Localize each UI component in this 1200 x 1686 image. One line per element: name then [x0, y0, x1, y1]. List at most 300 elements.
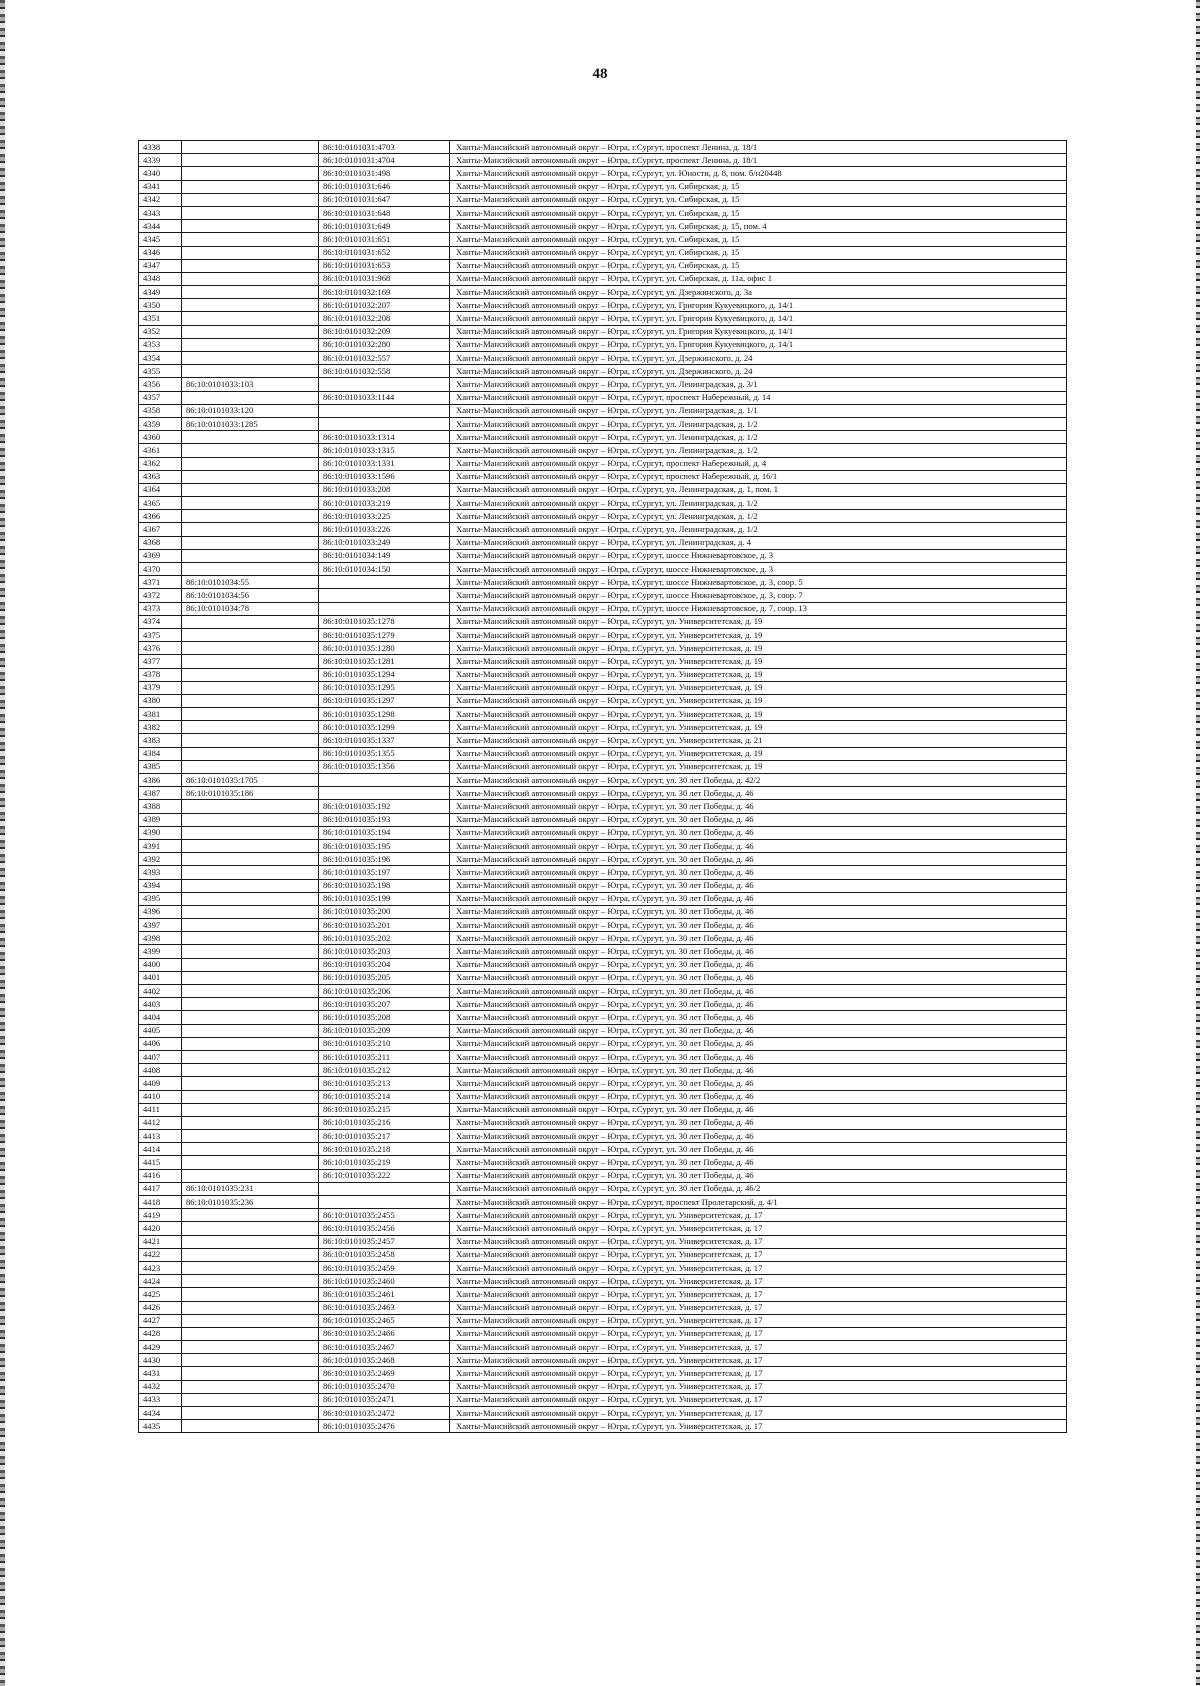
row-number: 4426: [139, 1301, 182, 1314]
land-cadastral-number: [182, 681, 319, 694]
row-number: 4361: [139, 444, 182, 457]
address: Ханты-Мансийский автономный округ – Югра, г.Сургут, ул. 30 лет Победы, д. 46: [450, 839, 1067, 852]
address: Ханты-Мансийский автономный округ – Югра, г.Сургут, ул. Университетская, д. 17: [450, 1327, 1067, 1340]
row-number: 4357: [139, 391, 182, 404]
land-cadastral-number: [182, 998, 319, 1011]
table-row: [139, 892, 1067, 905]
table-row: [139, 721, 1067, 734]
row-number: 4370: [139, 563, 182, 576]
land-cadastral-number: [182, 325, 319, 338]
address: Ханты-Мансийский автономный округ – Югра, г.Сургут, ул. Университетская, д. 19: [450, 628, 1067, 641]
address: Ханты-Мансийский автономный округ – Югра, г.Сургут, ул. Сибирская, д. 15: [450, 233, 1067, 246]
table-row: [139, 1235, 1067, 1248]
table-row: [139, 1156, 1067, 1169]
address: Ханты-Мансийский автономный округ – Югра, г.Сургут, ул. Григория Кукуевицкого, д. 14/1: [450, 299, 1067, 312]
building-cadastral-number: 86:10:0101033:219: [319, 497, 450, 510]
row-number: 4418: [139, 1196, 182, 1209]
table-row: [139, 1103, 1067, 1116]
building-cadastral-number: [319, 1182, 450, 1195]
table-row: [139, 1169, 1067, 1182]
building-cadastral-number: 86:10:0101035:208: [319, 1011, 450, 1024]
row-number: 4431: [139, 1367, 182, 1380]
address: Ханты-Мансийский автономный округ – Югра, г.Сургут, ул. 30 лет Победы, д. 46: [450, 787, 1067, 800]
row-number: 4398: [139, 932, 182, 945]
building-cadastral-number: 86:10:0101035:193: [319, 813, 450, 826]
address: Ханты-Мансийский автономный округ – Югра, г.Сургут, ул. Григория Кукуевицкого, д. 14/1: [450, 325, 1067, 338]
building-cadastral-number: 86:10:0101035:219: [319, 1156, 450, 1169]
land-cadastral-number: [182, 628, 319, 641]
property-register-table: [138, 140, 1067, 1433]
land-cadastral-number: [182, 932, 319, 945]
table-row: [139, 945, 1067, 958]
address: Ханты-Мансийский автономный округ – Югра, г.Сургут, ул. Сибирская, д. 15, пом. 4: [450, 220, 1067, 233]
table-row: [139, 483, 1067, 496]
building-cadastral-number: 86:10:0101035:197: [319, 866, 450, 879]
table-row: [139, 1380, 1067, 1393]
address: Ханты-Мансийский автономный округ – Югра, г.Сургут, ул. 30 лет Победы, д. 46: [450, 1064, 1067, 1077]
land-cadastral-number: [182, 1288, 319, 1301]
building-cadastral-number: 86:10:0101035:203: [319, 945, 450, 958]
land-cadastral-number: [182, 813, 319, 826]
row-number: 4410: [139, 1090, 182, 1103]
address: Ханты-Мансийский автономный округ – Югра, г.Сургут, ул. Университетская, д. 17: [450, 1261, 1067, 1274]
table-row: [139, 1341, 1067, 1354]
table-row: [139, 1196, 1067, 1209]
building-cadastral-number: 86:10:0101035:2457: [319, 1235, 450, 1248]
building-cadastral-number: 86:10:0101035:1294: [319, 668, 450, 681]
table-row: [139, 734, 1067, 747]
table-row: [139, 932, 1067, 945]
row-number: 4348: [139, 272, 182, 285]
land-cadastral-number: [182, 1367, 319, 1380]
row-number: 4364: [139, 483, 182, 496]
row-number: 4393: [139, 866, 182, 879]
table-row: [139, 1209, 1067, 1222]
address: Ханты-Мансийский автономный округ – Югра, г.Сургут, ул. Ленинградская, д. 1/2: [450, 497, 1067, 510]
address: Ханты-Мансийский автономный округ – Югра, г.Сургут, ул. Ленинградская, д. 1/2: [450, 444, 1067, 457]
table-row: [139, 879, 1067, 892]
row-number: 4376: [139, 642, 182, 655]
building-cadastral-number: 86:10:0101035:204: [319, 958, 450, 971]
building-cadastral-number: 86:10:0101035:2471: [319, 1393, 450, 1406]
land-cadastral-number: [182, 1407, 319, 1420]
row-number: 4390: [139, 826, 182, 839]
land-cadastral-number: [182, 826, 319, 839]
row-number: 4403: [139, 998, 182, 1011]
address: Ханты-Мансийский автономный округ – Югра, г.Сургут, ул. Ленинградская, д. 1/2: [450, 510, 1067, 523]
row-number: 4340: [139, 167, 182, 180]
land-cadastral-number: [182, 905, 319, 918]
address: Ханты-Мансийский автономный округ – Югра, г.Сургут, проспект Ленина, д. 18/1: [450, 141, 1067, 154]
land-cadastral-number: [182, 1393, 319, 1406]
building-cadastral-number: [319, 378, 450, 391]
row-number: 4388: [139, 800, 182, 813]
building-cadastral-number: 86:10:0101035:218: [319, 1143, 450, 1156]
address: Ханты-Мансийский автономный округ – Югра, г.Сургут, шоссе Нижневартовское, д. 3: [450, 549, 1067, 562]
table-row: [139, 193, 1067, 206]
address: Ханты-Мансийский автономный округ – Югра, г.Сургут, ул. Университетская, д. 19: [450, 747, 1067, 760]
table-row: [139, 299, 1067, 312]
address: Ханты-Мансийский автономный округ – Югра, г.Сургут, ул. Университетская, д. 19: [450, 655, 1067, 668]
table-row: [139, 523, 1067, 536]
table-row: [139, 655, 1067, 668]
row-number: 4389: [139, 813, 182, 826]
address: Ханты-Мансийский автономный округ – Югра, г.Сургут, ул. Университетская, д. 19: [450, 642, 1067, 655]
row-number: 4353: [139, 338, 182, 351]
table-row: [139, 1261, 1067, 1274]
address: Ханты-Мансийский автономный округ – Югра, г.Сургут, ул. Университетская, д. 17: [450, 1341, 1067, 1354]
land-cadastral-number: [182, 167, 319, 180]
row-number: 4365: [139, 497, 182, 510]
address: Ханты-Мансийский автономный округ – Югра, г.Сургут, ул. Университетская, д. 17: [450, 1314, 1067, 1327]
building-cadastral-number: 86:10:0101035:199: [319, 892, 450, 905]
building-cadastral-number: 86:10:0101035:213: [319, 1077, 450, 1090]
building-cadastral-number: 86:10:0101035:215: [319, 1103, 450, 1116]
building-cadastral-number: 86:10:0101032:208: [319, 312, 450, 325]
table-row: [139, 708, 1067, 721]
table-row: [139, 154, 1067, 167]
building-cadastral-number: 86:10:0101032:558: [319, 365, 450, 378]
land-cadastral-number: [182, 760, 319, 773]
table-row: [139, 312, 1067, 325]
row-number: 4342: [139, 193, 182, 206]
land-cadastral-number: [182, 1380, 319, 1393]
building-cadastral-number: 86:10:0101035:1278: [319, 615, 450, 628]
table-row: [139, 352, 1067, 365]
address: Ханты-Мансийский автономный округ – Югра, г.Сургут, ул. 30 лет Победы, д. 46: [450, 998, 1067, 1011]
land-cadastral-number: [182, 1011, 319, 1024]
land-cadastral-number: [182, 312, 319, 325]
table-row: [139, 668, 1067, 681]
address: Ханты-Мансийский автономный округ – Югра, г.Сургут, ул. Университетская, д. 17: [450, 1354, 1067, 1367]
land-cadastral-number: 86:10:0101035:186: [182, 787, 319, 800]
row-number: 4350: [139, 299, 182, 312]
row-number: 4384: [139, 747, 182, 760]
table-row: [139, 563, 1067, 576]
table-row: [139, 431, 1067, 444]
row-number: 4355: [139, 365, 182, 378]
address: Ханты-Мансийский автономный округ – Югра, г.Сургут, ул. Университетская, д. 19: [450, 708, 1067, 721]
row-number: 4372: [139, 589, 182, 602]
building-cadastral-number: [319, 589, 450, 602]
table-row: [139, 1050, 1067, 1063]
table-row: [139, 404, 1067, 417]
land-cadastral-number: [182, 536, 319, 549]
address: Ханты-Мансийский автономный округ – Югра, г.Сургут, ул. 30 лет Победы, д. 46: [450, 1077, 1067, 1090]
building-cadastral-number: 86:10:0101033:1314: [319, 431, 450, 444]
row-number: 4369: [139, 549, 182, 562]
building-cadastral-number: 86:10:0101032:169: [319, 286, 450, 299]
table-row: [139, 760, 1067, 773]
row-number: 4397: [139, 919, 182, 932]
row-number: 4377: [139, 655, 182, 668]
row-number: 4430: [139, 1354, 182, 1367]
building-cadastral-number: 86:10:0101035:201: [319, 919, 450, 932]
address: Ханты-Мансийский автономный округ – Югра, г.Сургут, ул. Ленинградская, д. 1/2: [450, 523, 1067, 536]
land-cadastral-number: 86:10:0101035:1705: [182, 774, 319, 787]
row-number: 4435: [139, 1420, 182, 1433]
address: Ханты-Мансийский автономный округ – Югра, г.Сургут, проспект Набережный, д. 16/1: [450, 470, 1067, 483]
table-row: [139, 378, 1067, 391]
row-number: 4405: [139, 1024, 182, 1037]
land-cadastral-number: [182, 497, 319, 510]
address: Ханты-Мансийский автономный округ – Югра, г.Сургут, ул. Университетская, д. 17: [450, 1275, 1067, 1288]
land-cadastral-number: [182, 1169, 319, 1182]
row-number: 4424: [139, 1275, 182, 1288]
building-cadastral-number: 86:10:0101035:1281: [319, 655, 450, 668]
building-cadastral-number: 86:10:0101033:208: [319, 483, 450, 496]
land-cadastral-number: [182, 444, 319, 457]
address: Ханты-Мансийский автономный округ – Югра, г.Сургут, ул. 30 лет Победы, д. 46: [450, 826, 1067, 839]
building-cadastral-number: 86:10:0101031:653: [319, 259, 450, 272]
row-number: 4423: [139, 1261, 182, 1274]
building-cadastral-number: 86:10:0101035:2459: [319, 1261, 450, 1274]
table-row: [139, 338, 1067, 351]
row-number: 4401: [139, 971, 182, 984]
table-row: [139, 457, 1067, 470]
address: Ханты-Мансийский автономный округ – Югра, г.Сургут, ул. Университетская, д. 21: [450, 734, 1067, 747]
building-cadastral-number: 86:10:0101032:557: [319, 352, 450, 365]
land-cadastral-number: [182, 1116, 319, 1129]
address: Ханты-Мансийский автономный округ – Югра, г.Сургут, проспект Ленина, д. 18/1: [450, 154, 1067, 167]
building-cadastral-number: 86:10:0101035:2467: [319, 1341, 450, 1354]
land-cadastral-number: [182, 338, 319, 351]
land-cadastral-number: [182, 523, 319, 536]
address: Ханты-Мансийский автономный округ – Югра, г.Сургут, ул. Ленинградская, д. 1, пом. 1: [450, 483, 1067, 496]
land-cadastral-number: [182, 971, 319, 984]
land-cadastral-number: [182, 431, 319, 444]
land-cadastral-number: [182, 1064, 319, 1077]
land-cadastral-number: [182, 510, 319, 523]
row-number: 4429: [139, 1341, 182, 1354]
land-cadastral-number: 86:10:0101034:56: [182, 589, 319, 602]
land-cadastral-number: [182, 563, 319, 576]
building-cadastral-number: 86:10:0101035:211: [319, 1050, 450, 1063]
address: Ханты-Мансийский автономный округ – Югра, г.Сургут, ул. 30 лет Победы, д. 46: [450, 945, 1067, 958]
table-row: [139, 246, 1067, 259]
building-cadastral-number: 86:10:0101034:150: [319, 563, 450, 576]
building-cadastral-number: 86:10:0101035:217: [319, 1130, 450, 1143]
address: Ханты-Мансийский автономный округ – Югра, г.Сургут, ул. 30 лет Победы, д. 46: [450, 813, 1067, 826]
address: Ханты-Мансийский автономный округ – Югра, г.Сургут, ул. 30 лет Победы, д. 46: [450, 905, 1067, 918]
land-cadastral-number: 86:10:0101034:78: [182, 602, 319, 615]
building-cadastral-number: 86:10:0101033:249: [319, 536, 450, 549]
land-cadastral-number: 86:10:0101033:1285: [182, 417, 319, 430]
building-cadastral-number: 86:10:0101031:652: [319, 246, 450, 259]
table-row: [139, 853, 1067, 866]
land-cadastral-number: [182, 299, 319, 312]
table-row: [139, 1037, 1067, 1050]
land-cadastral-number: [182, 1314, 319, 1327]
building-cadastral-number: 86:10:0101035:216: [319, 1116, 450, 1129]
row-number: 4413: [139, 1130, 182, 1143]
table-row: [139, 1248, 1067, 1261]
table-row: [139, 642, 1067, 655]
address: Ханты-Мансийский автономный округ – Югра, г.Сургут, ул. Дзержинского, д. 24: [450, 365, 1067, 378]
table-row: [139, 1407, 1067, 1420]
land-cadastral-number: [182, 470, 319, 483]
land-cadastral-number: [182, 708, 319, 721]
address: Ханты-Мансийский автономный округ – Югра, г.Сургут, ул. 30 лет Победы, д. 46: [450, 1090, 1067, 1103]
land-cadastral-number: [182, 391, 319, 404]
land-cadastral-number: [182, 1090, 319, 1103]
building-cadastral-number: 86:10:0101031:4704: [319, 154, 450, 167]
building-cadastral-number: 86:10:0101035:2469: [319, 1367, 450, 1380]
land-cadastral-number: 86:10:0101035:231: [182, 1182, 319, 1195]
building-cadastral-number: 86:10:0101033:1331: [319, 457, 450, 470]
address: Ханты-Мансийский автономный округ – Югра, г.Сургут, ул. Дзержинского, д. 24: [450, 352, 1067, 365]
address: Ханты-Мансийский автономный округ – Югра, г.Сургут, ул. Университетская, д. 17: [450, 1380, 1067, 1393]
building-cadastral-number: 86:10:0101035:1298: [319, 708, 450, 721]
land-cadastral-number: [182, 206, 319, 219]
table-row: [139, 1182, 1067, 1195]
building-cadastral-number: 86:10:0101035:212: [319, 1064, 450, 1077]
building-cadastral-number: 86:10:0101033:225: [319, 510, 450, 523]
building-cadastral-number: 86:10:0101035:198: [319, 879, 450, 892]
row-number: 4341: [139, 180, 182, 193]
row-number: 4379: [139, 681, 182, 694]
table-row: [139, 919, 1067, 932]
table-row: [139, 1314, 1067, 1327]
address: Ханты-Мансийский автономный округ – Югра, г.Сургут, ул. Университетская, д. 19: [450, 681, 1067, 694]
row-number: 4360: [139, 431, 182, 444]
row-number: 4351: [139, 312, 182, 325]
building-cadastral-number: [319, 417, 450, 430]
building-cadastral-number: 86:10:0101031:498: [319, 167, 450, 180]
row-number: 4407: [139, 1050, 182, 1063]
address: Ханты-Мансийский автономный округ – Югра, г.Сургут, ул. Сибирская, д. 15: [450, 206, 1067, 219]
register-body: [139, 141, 1067, 1433]
building-cadastral-number: 86:10:0101033:1596: [319, 470, 450, 483]
land-cadastral-number: [182, 694, 319, 707]
address: Ханты-Мансийский автономный округ – Югра, г.Сургут, ул. 30 лет Победы, д. 46: [450, 1037, 1067, 1050]
table-row: [139, 1275, 1067, 1288]
address: Ханты-Мансийский автономный округ – Югра, г.Сургут, ул. Университетская, д. 17: [450, 1407, 1067, 1420]
building-cadastral-number: 86:10:0101035:209: [319, 1024, 450, 1037]
address: Ханты-Мансийский автономный округ – Югра, г.Сургут, ул. Университетская, д. 19: [450, 668, 1067, 681]
address: Ханты-Мансийский автономный округ – Югра, г.Сургут, ул. Сибирская, д. 15: [450, 180, 1067, 193]
land-cadastral-number: [182, 193, 319, 206]
land-cadastral-number: [182, 286, 319, 299]
building-cadastral-number: 86:10:0101035:2470: [319, 1380, 450, 1393]
table-row: [139, 444, 1067, 457]
table-row: [139, 391, 1067, 404]
address: Ханты-Мансийский автономный округ – Югра, г.Сургут, ул. 30 лет Победы, д. 46: [450, 971, 1067, 984]
building-cadastral-number: 86:10:0101035:202: [319, 932, 450, 945]
scan-edge-right: [1196, 0, 1200, 1686]
building-cadastral-number: 86:10:0101031:649: [319, 220, 450, 233]
address: Ханты-Мансийский автономный округ – Югра, г.Сургут, ул. Юности, д. 8, пом. б/н20448: [450, 167, 1067, 180]
row-number: 4338: [139, 141, 182, 154]
table-row: [139, 958, 1067, 971]
row-number: 4371: [139, 576, 182, 589]
building-cadastral-number: 86:10:0101035:207: [319, 998, 450, 1011]
land-cadastral-number: [182, 919, 319, 932]
land-cadastral-number: [182, 1130, 319, 1143]
building-cadastral-number: 86:10:0101033:1315: [319, 444, 450, 457]
table-row: [139, 325, 1067, 338]
page-number: 48: [592, 66, 608, 82]
building-cadastral-number: 86:10:0101035:196: [319, 853, 450, 866]
table-row: [139, 1301, 1067, 1314]
land-cadastral-number: [182, 483, 319, 496]
building-cadastral-number: 86:10:0101035:2461: [319, 1288, 450, 1301]
table-row: [139, 417, 1067, 430]
building-cadastral-number: [319, 576, 450, 589]
row-number: 4374: [139, 615, 182, 628]
land-cadastral-number: [182, 800, 319, 813]
table-row: [139, 826, 1067, 839]
land-cadastral-number: [182, 892, 319, 905]
land-cadastral-number: [182, 945, 319, 958]
table-row: [139, 220, 1067, 233]
land-cadastral-number: [182, 668, 319, 681]
row-number: 4434: [139, 1407, 182, 1420]
table-row: [139, 628, 1067, 641]
row-number: 4415: [139, 1156, 182, 1169]
address: Ханты-Мансийский автономный округ – Югра, г.Сургут, ул. 30 лет Победы, д. 46: [450, 853, 1067, 866]
row-number: 4362: [139, 457, 182, 470]
land-cadastral-number: [182, 457, 319, 470]
building-cadastral-number: 86:10:0101035:2476: [319, 1420, 450, 1433]
table-row: [139, 813, 1067, 826]
land-cadastral-number: [182, 141, 319, 154]
row-number: 4417: [139, 1182, 182, 1195]
table-row: [139, 866, 1067, 879]
row-number: 4356: [139, 378, 182, 391]
building-cadastral-number: 86:10:0101035:192: [319, 800, 450, 813]
row-number: 4411: [139, 1103, 182, 1116]
land-cadastral-number: [182, 1156, 319, 1169]
row-number: 4383: [139, 734, 182, 747]
row-number: 4344: [139, 220, 182, 233]
building-cadastral-number: 86:10:0101035:2458: [319, 1248, 450, 1261]
land-cadastral-number: [182, 642, 319, 655]
address: Ханты-Мансийский автономный округ – Югра, г.Сургут, ул. 30 лет Победы, д. 46: [450, 932, 1067, 945]
table-row: [139, 1011, 1067, 1024]
address: Ханты-Мансийский автономный округ – Югра, г.Сургут, ул. Университетская, д. 17: [450, 1367, 1067, 1380]
building-cadastral-number: 86:10:0101035:2472: [319, 1407, 450, 1420]
address: Ханты-Мансийский автономный округ – Югра, г.Сургут, ул. 30 лет Победы, д. 46: [450, 866, 1067, 879]
address: Ханты-Мансийский автономный округ – Югра, г.Сургут, ул. 30 лет Победы, д. 46: [450, 892, 1067, 905]
land-cadastral-number: [182, 615, 319, 628]
row-number: 4432: [139, 1380, 182, 1393]
building-cadastral-number: [319, 787, 450, 800]
land-cadastral-number: [182, 246, 319, 259]
land-cadastral-number: [182, 1420, 319, 1433]
building-cadastral-number: 86:10:0101035:195: [319, 839, 450, 852]
land-cadastral-number: [182, 180, 319, 193]
row-number: 4343: [139, 206, 182, 219]
table-row: [139, 365, 1067, 378]
land-cadastral-number: [182, 853, 319, 866]
table-row: [139, 1090, 1067, 1103]
address: Ханты-Мансийский автономный округ – Югра, г.Сургут, ул. Университетская, д. 17: [450, 1235, 1067, 1248]
address: Ханты-Мансийский автономный округ – Югра, г.Сургут, ул. Ленинградская, д. 3/1: [450, 378, 1067, 391]
building-cadastral-number: 86:10:0101035:1297: [319, 694, 450, 707]
row-number: 4382: [139, 721, 182, 734]
address: Ханты-Мансийский автономный округ – Югра, г.Сургут, ул. 30 лет Победы, д. 46: [450, 985, 1067, 998]
address: Ханты-Мансийский автономный округ – Югра, г.Сургут, шоссе Нижневартовское, д. 3: [450, 563, 1067, 576]
building-cadastral-number: [319, 404, 450, 417]
building-cadastral-number: 86:10:0101031:4703: [319, 141, 450, 154]
row-number: 4367: [139, 523, 182, 536]
building-cadastral-number: 86:10:0101035:1299: [319, 721, 450, 734]
building-cadastral-number: 86:10:0101032:209: [319, 325, 450, 338]
table-row: [139, 259, 1067, 272]
address: Ханты-Мансийский автономный округ – Югра, г.Сургут, ул. Сибирская, д. 11а, офис 1: [450, 272, 1067, 285]
address: Ханты-Мансийский автономный округ – Югра, г.Сургут, ул. Григория Кукуевицкого, д. 14/1: [450, 338, 1067, 351]
